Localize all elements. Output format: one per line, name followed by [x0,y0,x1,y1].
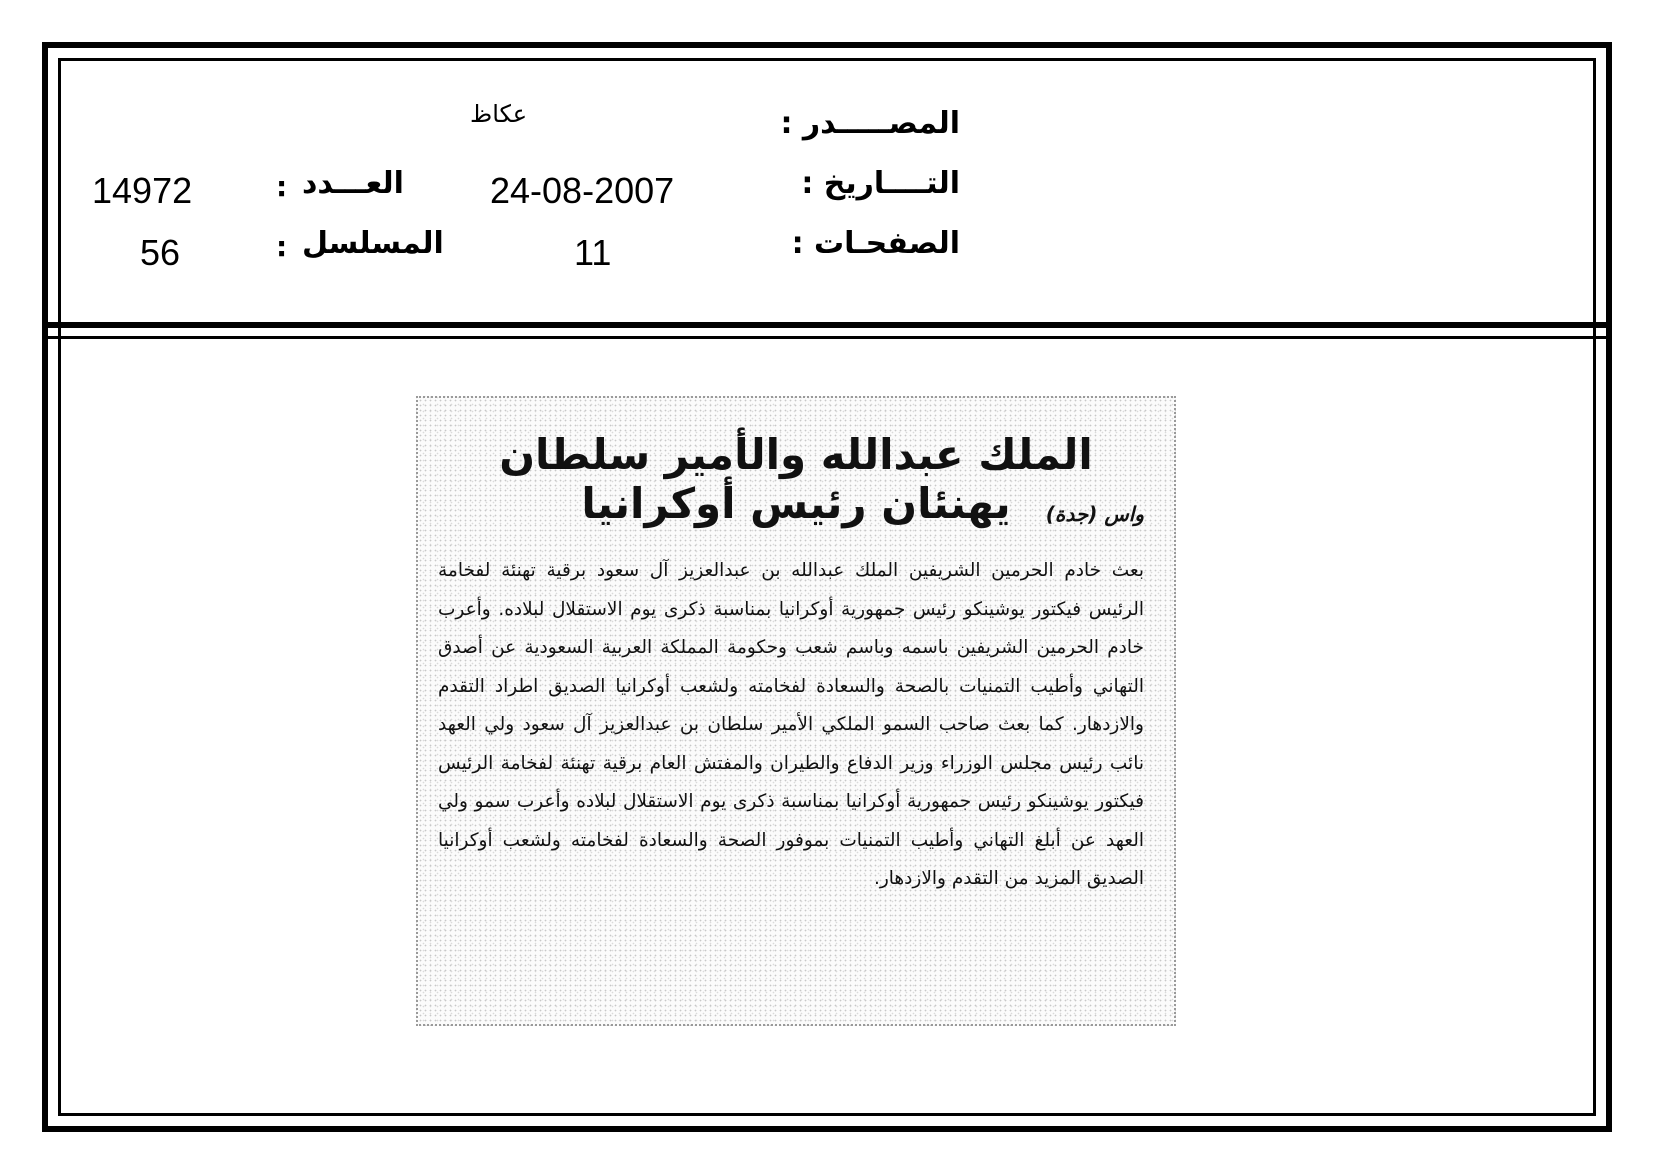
issue-value: 14972 [92,170,193,211]
header-divider [42,322,1612,328]
serial-value: 56 [140,232,181,273]
issue-colon: : [276,170,288,203]
date-value: 24-08-2007 [490,170,675,211]
article-byline: واس (جدة) [1045,502,1144,526]
source-label: المصـــــدر : [780,106,960,141]
source-value: عكاظ [470,100,528,128]
article-body: بعث خادم الحرمين الشريفين الملك عبدالله بن عبدالعزيز آل سعود برقية تهنئة لفخامة الرئيس فيكتور يوشينكو رئيس جمهورية أوكرانيا بمناسبة ذكرى يوم الاستقلال لبلاده. وأعرب خادم الحرمين الشريفين باسمه وباسم شعب وحكومة المملكة العربية السعودية عن أصدق التهاني وأطيب التمنيات بالصحة والسعادة لفخامته ولشعب أوكرانيا الصديق اطراد التقدم والازدهار. كما بعث صاحب السمو الملكي الأمير سلطان بن عبدالعزيز آل سعود ولي العهد نائب رئيس مجلس الوزراء وزير الدفاع والطيران والمفتش العام برقية تهنئة لفخامة الرئيس فيكتور يوشينكو رئيس جمهورية أوكرانيا بمناسبة ذكرى يوم الاستقلال لبلاده وأعرب سمو ولي العهد عن أبلغ التهاني وأطيب التمنيات بموفور الصحة والسعادة لفخامته ولشعب أوكرانيا الصديق المزيد من التقدم والازدهار. [438,560,1144,889]
pages-value: 11 [574,232,612,273]
date-label: التــــاريخ : [801,166,960,201]
article-headline: الملك عبدالله والأمير سلطان يهنئان رئيس أوكرانيا [499,430,1093,528]
serial-label: المسلسل [302,226,444,261]
header-divider-thin [42,336,1612,339]
pages-label: الصفحـات : [791,226,960,261]
issue-label: العـــدد [302,166,404,201]
serial-colon: : [276,230,288,263]
news-clipping [416,396,1176,1026]
